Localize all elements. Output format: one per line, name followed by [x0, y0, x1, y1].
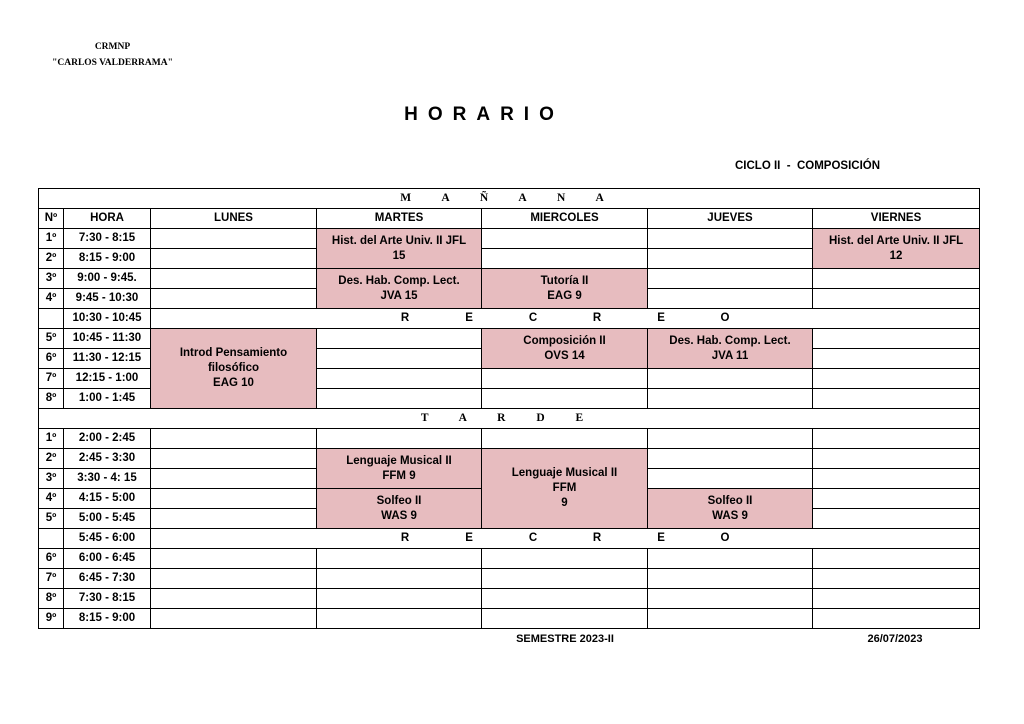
- empty-cell: [648, 609, 813, 629]
- period-time: 10:30 - 10:45: [64, 309, 151, 329]
- empty-cell: [317, 429, 482, 449]
- table-row: [39, 609, 980, 629]
- class-line: Lenguaje Musical II: [511, 467, 618, 479]
- class-line: WAS 9: [381, 509, 417, 522]
- class-hist-arte-viernes: [813, 229, 980, 269]
- period-number: 5º: [39, 509, 64, 529]
- recreo-letter: O: [720, 312, 730, 324]
- empty-cell: [151, 449, 317, 469]
- period-time: 9:00 - 9:45.: [64, 269, 151, 289]
- empty-cell: [648, 449, 813, 469]
- class-line: 9: [561, 497, 568, 509]
- class-line: 15: [392, 249, 406, 262]
- afternoon-section-title: T A R D E: [39, 409, 980, 429]
- period-number: 6º: [39, 549, 64, 569]
- empty-cell: [482, 229, 648, 249]
- empty-cell: [151, 269, 317, 289]
- empty-cell: [813, 269, 980, 289]
- empty-cell: [648, 429, 813, 449]
- recreo-letter: C: [528, 532, 538, 544]
- class-line: Hist. del Arte Univ. II JFL: [331, 234, 467, 247]
- recreo-letter: R: [400, 312, 410, 324]
- empty-cell: [648, 229, 813, 249]
- empty-cell: [648, 549, 813, 569]
- class-introd-pensamiento-lunes: [151, 329, 317, 409]
- empty-cell: [648, 569, 813, 589]
- col-header-viernes: VIERNES: [813, 209, 980, 229]
- class-line: Lenguaje Musical II: [346, 454, 452, 467]
- empty-cell: [648, 389, 813, 409]
- empty-cell: [482, 249, 648, 269]
- class-line: JVA 11: [711, 349, 749, 362]
- period-number: 7º: [39, 369, 64, 389]
- class-line: WAS 9: [712, 509, 748, 522]
- empty-cell: [317, 389, 482, 409]
- school-name: CRMNP: [94, 42, 131, 52]
- class-des-hab-jueves: [648, 329, 813, 369]
- empty-cell: [648, 369, 813, 389]
- empty-cell: [482, 569, 648, 589]
- class-line: Composición II: [523, 334, 606, 347]
- empty-cell: [482, 389, 648, 409]
- empty-cell: [151, 549, 317, 569]
- empty-cell: [648, 289, 813, 309]
- empty-cell: [482, 549, 648, 569]
- empty-cell: [151, 289, 317, 309]
- page-title: HORARIO: [404, 104, 564, 125]
- class-line: FFM 9: [382, 469, 416, 482]
- class-line: FFM: [552, 482, 577, 494]
- recreo-letter: E: [465, 312, 473, 324]
- col-header-miercoles: MIERCOLES: [482, 209, 648, 229]
- empty-cell: [151, 589, 317, 609]
- class-line: Des. Hab. Comp. Lect.: [338, 274, 460, 287]
- class-line: filosófico: [207, 362, 260, 374]
- empty-cell: [813, 549, 980, 569]
- empty-cell: [813, 449, 980, 469]
- cycle-label: CICLO II - COMPOSICIÓN: [735, 160, 881, 172]
- afternoon-section-row: [39, 409, 980, 429]
- empty-cell: [813, 429, 980, 449]
- empty-cell: [813, 389, 980, 409]
- class-line: Introd Pensamiento: [179, 347, 288, 359]
- period-time: 3:30 - 4: 15: [64, 469, 151, 489]
- empty-cell: [317, 609, 482, 629]
- recreo-letter: E: [657, 532, 665, 544]
- period-time: 5:45 - 6:00: [64, 529, 151, 549]
- period-number: 9º: [39, 609, 64, 629]
- empty-cell: [813, 609, 980, 629]
- col-header-martes: MARTES: [317, 209, 482, 229]
- class-des-hab-martes: [317, 269, 482, 309]
- table-row: [39, 549, 980, 569]
- empty-cell: [151, 429, 317, 449]
- period-time: 8:15 - 9:00: [64, 609, 151, 629]
- recreo-row: [39, 529, 980, 549]
- empty-cell: [151, 229, 317, 249]
- class-tutoria-miercoles: [482, 269, 648, 309]
- class-line: Des. Hab. Comp. Lect.: [669, 334, 791, 347]
- period-time: 4:15 - 5:00: [64, 489, 151, 509]
- class-line: OVS 14: [544, 349, 585, 362]
- period-number: [39, 309, 64, 329]
- empty-cell: [317, 549, 482, 569]
- period-time: 2:45 - 3:30: [64, 449, 151, 469]
- class-hist-arte-martes: [317, 229, 482, 269]
- header-row: [39, 209, 980, 229]
- recreo-letter: E: [657, 312, 665, 324]
- date-label: 26/07/2023: [867, 633, 923, 645]
- empty-cell: [813, 569, 980, 589]
- table-row: [39, 589, 980, 609]
- period-time: 9:45 - 10:30: [64, 289, 151, 309]
- class-lenguaje-musical-martes: [317, 449, 482, 489]
- period-number: 2º: [39, 249, 64, 269]
- empty-cell: [151, 249, 317, 269]
- empty-cell: [317, 589, 482, 609]
- period-time: 6:00 - 6:45: [64, 549, 151, 569]
- empty-cell: [317, 569, 482, 589]
- empty-cell: [482, 589, 648, 609]
- class-line: Hist. del Arte Univ. II JFL: [828, 234, 964, 247]
- table-row: [39, 449, 980, 469]
- class-line: JVA 15: [380, 289, 418, 302]
- empty-cell: [151, 509, 317, 529]
- empty-cell: [813, 489, 980, 509]
- col-header-num: Nº: [39, 209, 64, 229]
- empty-cell: [151, 569, 317, 589]
- empty-cell: [482, 429, 648, 449]
- empty-cell: [813, 369, 980, 389]
- empty-cell: [648, 589, 813, 609]
- class-composicion-miercoles: [482, 329, 648, 369]
- period-time: 7:30 - 8:15: [64, 229, 151, 249]
- empty-cell: [482, 609, 648, 629]
- empty-cell: [151, 469, 317, 489]
- recreo-row: [39, 309, 980, 329]
- period-number: 1º: [39, 229, 64, 249]
- recreo-letter: R: [592, 532, 602, 544]
- period-time: 5:00 - 5:45: [64, 509, 151, 529]
- period-time: 6:45 - 7:30: [64, 569, 151, 589]
- recreo-letter: R: [592, 312, 602, 324]
- recreo-letter: O: [720, 532, 730, 544]
- empty-cell: [648, 469, 813, 489]
- class-line: EAG 10: [213, 377, 254, 389]
- empty-cell: [648, 249, 813, 269]
- morning-section-title: M A Ñ A N A: [39, 189, 980, 209]
- class-line: EAG 9: [547, 289, 582, 302]
- period-number: 7º: [39, 569, 64, 589]
- recreo-label: [151, 309, 980, 329]
- class-lenguaje-musical-miercoles: [482, 449, 648, 529]
- recreo-letter: R: [400, 532, 410, 544]
- period-time: 8:15 - 9:00: [64, 249, 151, 269]
- empty-cell: [151, 609, 317, 629]
- period-time: 12:15 - 1:00: [64, 369, 151, 389]
- period-time: 7:30 - 8:15: [64, 589, 151, 609]
- empty-cell: [151, 489, 317, 509]
- period-number: 8º: [39, 389, 64, 409]
- empty-cell: [317, 369, 482, 389]
- table-row: [39, 329, 980, 349]
- recreo-letter: C: [528, 312, 538, 324]
- col-header-hora: HORA: [64, 209, 151, 229]
- class-solfeo-martes: [317, 489, 482, 529]
- period-number: [39, 529, 64, 549]
- empty-cell: [813, 289, 980, 309]
- empty-cell: [317, 349, 482, 369]
- period-number: 3º: [39, 469, 64, 489]
- morning-section-row: [39, 189, 980, 209]
- empty-cell: [813, 349, 980, 369]
- recreo-letter: E: [465, 532, 473, 544]
- empty-cell: [317, 329, 482, 349]
- period-number: 6º: [39, 349, 64, 369]
- table-row: [39, 569, 980, 589]
- empty-cell: [813, 329, 980, 349]
- empty-cell: [813, 469, 980, 489]
- period-number: 4º: [39, 289, 64, 309]
- period-time: 10:45 - 11:30: [64, 329, 151, 349]
- period-time: 2:00 - 2:45: [64, 429, 151, 449]
- period-number: 5º: [39, 329, 64, 349]
- class-line: 12: [889, 249, 903, 262]
- table-row: [39, 229, 980, 249]
- col-header-lunes: LUNES: [151, 209, 317, 229]
- col-header-jueves: JUEVES: [648, 209, 813, 229]
- period-number: 1º: [39, 429, 64, 449]
- class-line: Tutoría II: [540, 274, 589, 287]
- empty-cell: [648, 269, 813, 289]
- class-solfeo-jueves: [648, 489, 813, 529]
- period-number: 4º: [39, 489, 64, 509]
- school-subname: "CARLOS VALDERRAMA": [52, 58, 173, 68]
- class-line: Solfeo II: [707, 494, 753, 507]
- recreo-label: [151, 529, 980, 549]
- period-number: 8º: [39, 589, 64, 609]
- table-row: [39, 269, 980, 289]
- schedule-table: [38, 188, 980, 629]
- table-row: [39, 429, 980, 449]
- period-time: 11:30 - 12:15: [64, 349, 151, 369]
- empty-cell: [813, 589, 980, 609]
- semester-label: SEMESTRE 2023-II: [516, 633, 614, 645]
- class-line: Solfeo II: [376, 494, 422, 507]
- period-number: 2º: [39, 449, 64, 469]
- empty-cell: [482, 369, 648, 389]
- period-time: 1:00 - 1:45: [64, 389, 151, 409]
- empty-cell: [813, 509, 980, 529]
- period-number: 3º: [39, 269, 64, 289]
